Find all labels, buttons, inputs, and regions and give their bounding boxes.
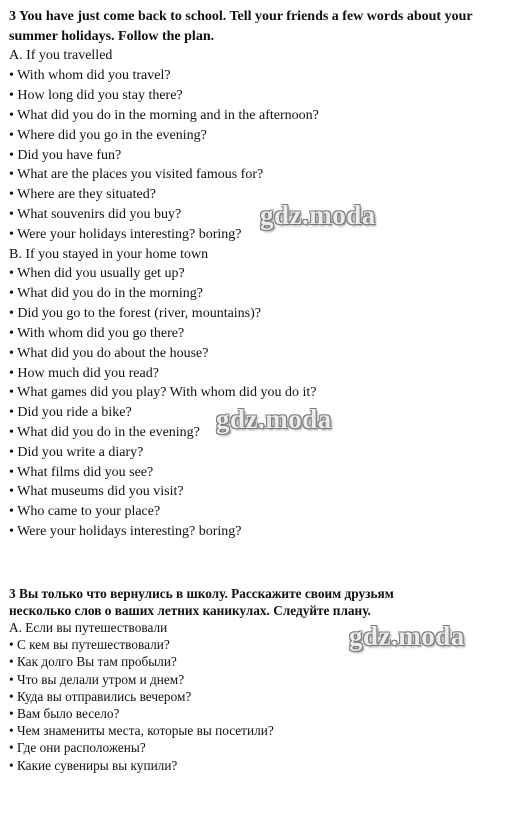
list-item: • Were your holidays interesting? boring? <box>9 227 242 242</box>
exercise-heading-line1: 3 You have just come back to school. Tell your friends a few words about your <box>9 9 473 24</box>
list-item: • Where are they situated? <box>9 187 156 202</box>
list-item: • Какие сувениры вы купили? <box>9 758 178 773</box>
list-item: • What did you do in the evening? <box>9 425 200 440</box>
list-item: • Что вы делали утром и днем? <box>9 672 185 687</box>
list-item: • С кем вы путешествовали? <box>9 637 170 652</box>
section-b-title: B. If you stayed in your home town <box>9 247 209 262</box>
section-a-title: A. If you travelled <box>9 48 113 63</box>
list-item: • Чем знамениты места, которые вы посетили? <box>9 723 274 738</box>
list-item: • Did you have fun? <box>9 148 122 163</box>
list-item: • When did you usually get up? <box>9 266 185 281</box>
watermark-logo: gdz.moda <box>349 621 465 651</box>
list-item: • What are the places you visited famous for? <box>9 167 264 182</box>
list-item: • What films did you see? <box>9 465 154 480</box>
russian-heading-line1: 3 Вы только что вернулись в школу. Расскажите своим друзьям <box>9 586 394 601</box>
list-item: • Куда вы отправились вечером? <box>9 689 192 704</box>
list-item: • Where did you go in the evening? <box>9 128 207 143</box>
list-item: • What did you do in the morning and in the afternoon? <box>9 108 319 123</box>
list-item: • With whom did you travel? <box>9 68 171 83</box>
list-item: • How long did you stay there? <box>9 88 183 103</box>
list-item: • Вам было весело? <box>9 706 120 721</box>
list-item: • What souvenirs did you buy? <box>9 207 182 222</box>
watermark-logo: gdz.moda <box>216 404 332 434</box>
list-item: • Где они расположены? <box>9 740 146 755</box>
list-item: • Как долго Вы там пробыли? <box>9 654 177 669</box>
russian-heading-line2: несколько слов о ваших летних каникулах. Следуйте плану. <box>9 603 371 618</box>
list-item: • Who came to your place? <box>9 504 161 519</box>
russian-section-a-title: А. Если вы путешествовали <box>9 620 168 635</box>
list-item: • How much did you read? <box>9 366 159 381</box>
list-item: • With whom did you go there? <box>9 326 185 341</box>
exercise-heading-line2: summer holidays. Follow the plan. <box>9 29 215 44</box>
list-item: • Were your holidays interesting? boring? <box>9 524 242 539</box>
list-item: • What games did you play? With whom did you do it? <box>9 385 317 400</box>
list-item: • Did you ride a bike? <box>9 405 132 420</box>
list-item: • What museums did you visit? <box>9 484 184 499</box>
list-item: • Did you go to the forest (river, mountains)? <box>9 306 262 321</box>
list-item: • Did you write a diary? <box>9 445 144 460</box>
list-item: • What did you do about the house? <box>9 346 209 361</box>
list-item: • What did you do in the morning? <box>9 286 204 301</box>
watermark-logo: gdz.moda <box>260 200 376 230</box>
